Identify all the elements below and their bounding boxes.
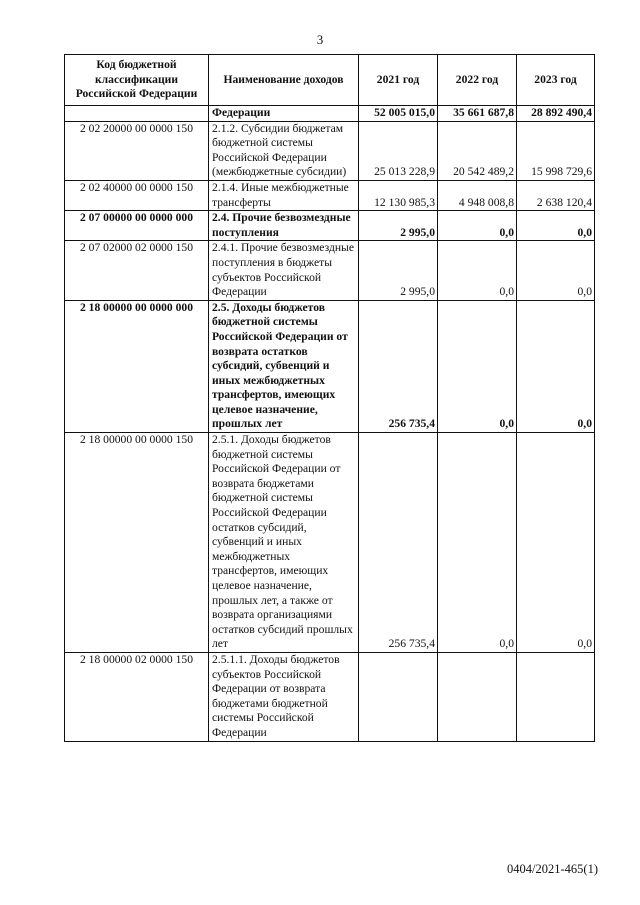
row-amount-2023: 15 998 729,6 — [517, 121, 595, 180]
row-amount-2023: 2 638 120,4 — [517, 180, 595, 210]
row-code: 2 02 20000 00 0000 150 — [65, 121, 209, 180]
table-row — [65, 652, 595, 741]
row-code: 2 18 00000 02 0000 150 — [65, 652, 209, 741]
row-name: 2.5.1.1. Доходы бюджетов субъектов Российской Федерации от возврата бюджетами бюджетной системы Российской Федерации — [209, 652, 359, 741]
header-2023: 2023 год — [517, 55, 595, 106]
row-amount-2021: 256 735,4 — [359, 433, 438, 653]
row-name: 2.4.1. Прочие безвозмездные поступления в бюджеты субъектов Российской Федерации — [209, 241, 359, 300]
row-code: 2 02 40000 00 0000 150 — [65, 180, 209, 210]
table-row — [65, 300, 595, 432]
row-code: 2 18 00000 00 0000 000 — [65, 300, 209, 432]
table-row — [65, 121, 595, 180]
row-code — [65, 106, 209, 122]
page-number: 3 — [316, 32, 324, 47]
row-name: 2.1.4. Иные межбюджетные трансферты — [209, 180, 359, 210]
row-amount-2023 — [517, 652, 595, 741]
row-amount-2021: 52 005 015,0 — [359, 106, 438, 122]
row-code: 2 07 00000 00 0000 000 — [65, 211, 209, 241]
row-amount-2021: 12 130 985,3 — [359, 180, 438, 210]
row-amount-2022 — [438, 652, 517, 741]
row-amount-2022: 35 661 687,8 — [438, 106, 517, 122]
header-2022: 2022 год — [438, 55, 517, 106]
row-amount-2021: 25 013 228,9 — [359, 121, 438, 180]
row-amount-2021: 256 735,4 — [359, 300, 438, 432]
row-amount-2021 — [359, 652, 438, 741]
table-row — [65, 211, 595, 241]
row-code: 2 18 00000 00 0000 150 — [65, 433, 209, 653]
row-name: 2.5.1. Доходы бюджетов бюджетной системы Российской Федерации от возврата бюджетами бюджетной системы Российской Федерации остатков субсидий, субвенций и иных межбюджетных трансфертов, имеющих целевое назначение, прошлых лет, а также от возврата организациями остатков субсидий прошлых лет — [209, 433, 359, 653]
row-amount-2023: 0,0 — [517, 211, 595, 241]
row-amount-2022: 4 948 008,8 — [438, 180, 517, 210]
row-name: 2.1.2. Субсидии бюджетам бюджетной системы Российской Федерации (межбюджетные субсидии) — [209, 121, 359, 180]
document-code: 0404/2021-465(1) — [507, 862, 598, 876]
row-name: Федерации — [209, 106, 359, 122]
row-name: 2.4. Прочие безвозмездные поступления — [209, 211, 359, 241]
table-row — [65, 433, 595, 653]
table-body — [65, 106, 595, 742]
row-code: 2 07 02000 02 0000 150 — [65, 241, 209, 300]
table-header-row — [65, 55, 595, 106]
row-amount-2022: 20 542 489,2 — [438, 121, 517, 180]
revenue-table — [64, 54, 595, 742]
header-code: Код бюджетной классификации Российской Федерации — [65, 55, 209, 106]
table-row — [65, 106, 595, 122]
row-amount-2022: 0,0 — [438, 300, 517, 432]
row-amount-2022: 0,0 — [438, 211, 517, 241]
row-amount-2022: 0,0 — [438, 241, 517, 300]
row-amount-2021: 2 995,0 — [359, 241, 438, 300]
table-row — [65, 241, 595, 300]
row-amount-2023: 0,0 — [517, 241, 595, 300]
table-row — [65, 180, 595, 210]
header-name: Наименование доходов — [209, 55, 359, 106]
row-amount-2021: 2 995,0 — [359, 211, 438, 241]
row-amount-2023: 28 892 490,4 — [517, 106, 595, 122]
row-amount-2022: 0,0 — [438, 433, 517, 653]
row-amount-2023: 0,0 — [517, 433, 595, 653]
row-amount-2023: 0,0 — [517, 300, 595, 432]
header-2021: 2021 год — [359, 55, 438, 106]
row-name: 2.5. Доходы бюджетов бюджетной системы Российской Федерации от возврата остатков субсидий, субвенций и иных межбюджетных трансфертов, имеющих целевое назначение, прошлых лет — [209, 300, 359, 432]
